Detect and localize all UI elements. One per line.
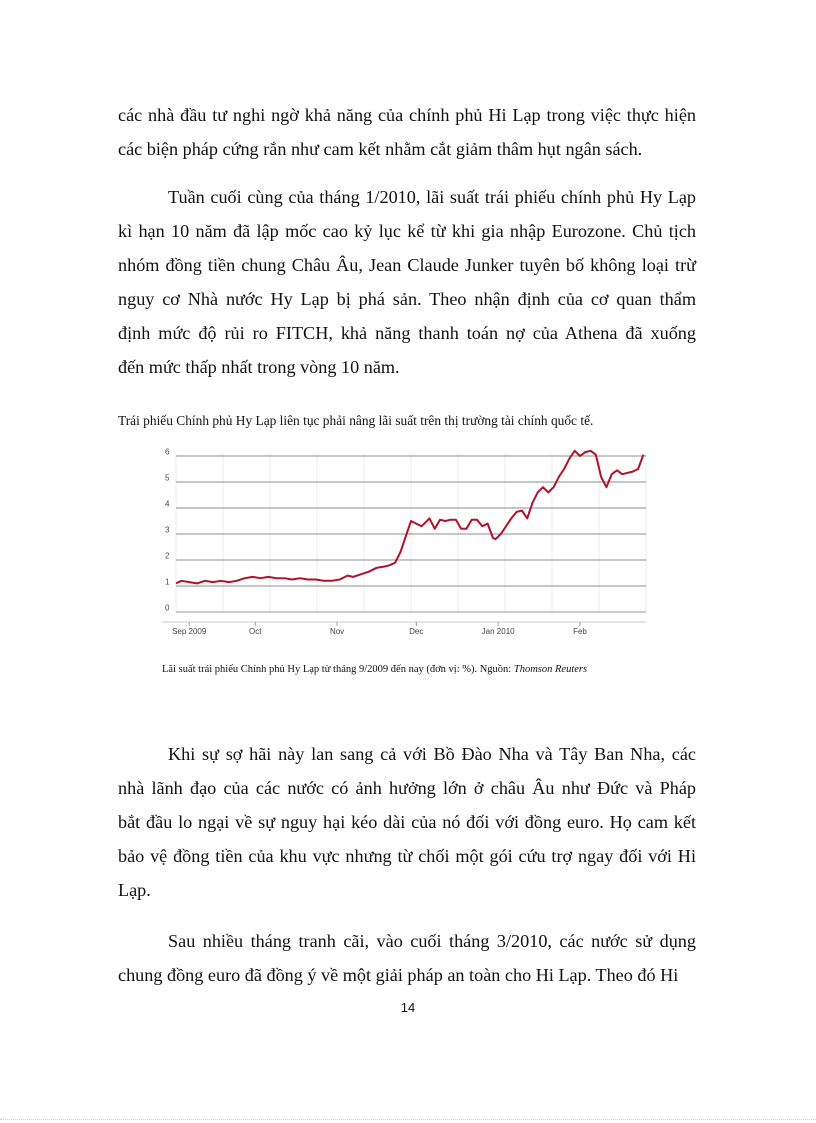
y-tick-label: 6 bbox=[165, 448, 170, 457]
x-tick-label: Jan 2010 bbox=[481, 627, 515, 636]
text-line: nguy cơ Nhà nước Hy Lạp bị phá sản. Theo nhận định của cơ quan thẩm bbox=[118, 289, 696, 309]
paragraph-4 bbox=[118, 924, 696, 992]
text-line: chung đồng euro đã đồng ý về một giải pháp an toàn cho Hi Lạp. Theo đó Hi bbox=[118, 965, 679, 985]
page-bottom-rule bbox=[0, 1119, 816, 1120]
text-line: bảo vệ đồng tiền của khu vực nhưng từ chối một gói cứu trợ ngay đối với Hi bbox=[118, 846, 696, 866]
text-line: nhà lãnh đạo của các nước có ảnh hưởng lớn ở châu Âu như Đức và Pháp bbox=[118, 778, 696, 798]
chart-svg bbox=[162, 448, 658, 636]
figure-caption-top: Trái phiếu Chính phủ Hy Lạp liên tục phải nâng lãi suất trên thị trường tài chính quốc tế. bbox=[118, 413, 594, 428]
text-line: các biện pháp cứng rắn như cam kết nhằm cắt giảm thâm hụt ngân sách. bbox=[118, 139, 643, 159]
x-tick-label: Dec bbox=[409, 627, 424, 636]
text-line: Sau nhiều tháng tranh cãi, vào cuối tháng 3/2010, các nước sử dụng bbox=[168, 931, 696, 951]
yield-series-line bbox=[176, 451, 643, 584]
text-line: định mức độ rủi ro FITCH, khả năng thanh toán nợ của Athena đã xuống bbox=[118, 323, 696, 343]
x-tick-label: Nov bbox=[329, 627, 345, 636]
text-line: đến mức thấp nhất trong vòng 10 năm. bbox=[118, 357, 400, 377]
text-line: bắt đầu lo ngại về sự nguy hại kéo dài của nó đối với đồng euro. Họ cam kết bbox=[118, 812, 696, 832]
paragraph-2 bbox=[118, 180, 696, 384]
text-line: Tuần cuối cùng của tháng 1/2010, lãi suất trái phiếu chính phủ Hy Lạp bbox=[168, 187, 696, 207]
y-tick-label: 4 bbox=[165, 499, 170, 509]
text-line: nhóm đồng tiền chung Châu Âu, Jean Claude Junker tuyên bố không loại trừ bbox=[118, 255, 696, 275]
x-tick-label: Sep 2009 bbox=[172, 627, 207, 636]
caption-source: Thomson Reuters bbox=[513, 664, 588, 675]
caption-text: Lãi suất trái phiếu Chính phủ Hy Lạp từ tháng 9/2009 đến nay (đơn vị: %). Nguồn: bbox=[162, 664, 512, 675]
bond-yield-chart bbox=[162, 448, 658, 636]
paragraph-3 bbox=[118, 737, 696, 907]
y-tick-label: 5 bbox=[165, 473, 170, 483]
y-tick-label: 2 bbox=[165, 551, 170, 561]
x-tick-label: Feb bbox=[573, 627, 587, 636]
y-tick-label: 0 bbox=[165, 603, 170, 613]
text-line: các nhà đầu tư nghi ngờ khả năng của chính phủ Hi Lạp trong việc thực hiện bbox=[118, 105, 696, 125]
page-number: 14 bbox=[400, 1000, 416, 1015]
y-tick-label: 1 bbox=[165, 577, 170, 587]
y-tick-label: 3 bbox=[165, 525, 170, 535]
text-line: kì hạn 10 năm đã lập mốc cao kỷ lục kể từ khi gia nhập Eurozone. Chủ tịch bbox=[118, 221, 696, 241]
text-line: Khi sự sợ hãi này lan sang cả với Bồ Đào Nha và Tây Ban Nha, các bbox=[168, 744, 696, 764]
figure-caption-bottom bbox=[162, 663, 587, 677]
text-line: Lạp. bbox=[118, 880, 151, 900]
paragraph-1 bbox=[118, 98, 696, 166]
x-tick-label: Oct bbox=[248, 627, 262, 636]
